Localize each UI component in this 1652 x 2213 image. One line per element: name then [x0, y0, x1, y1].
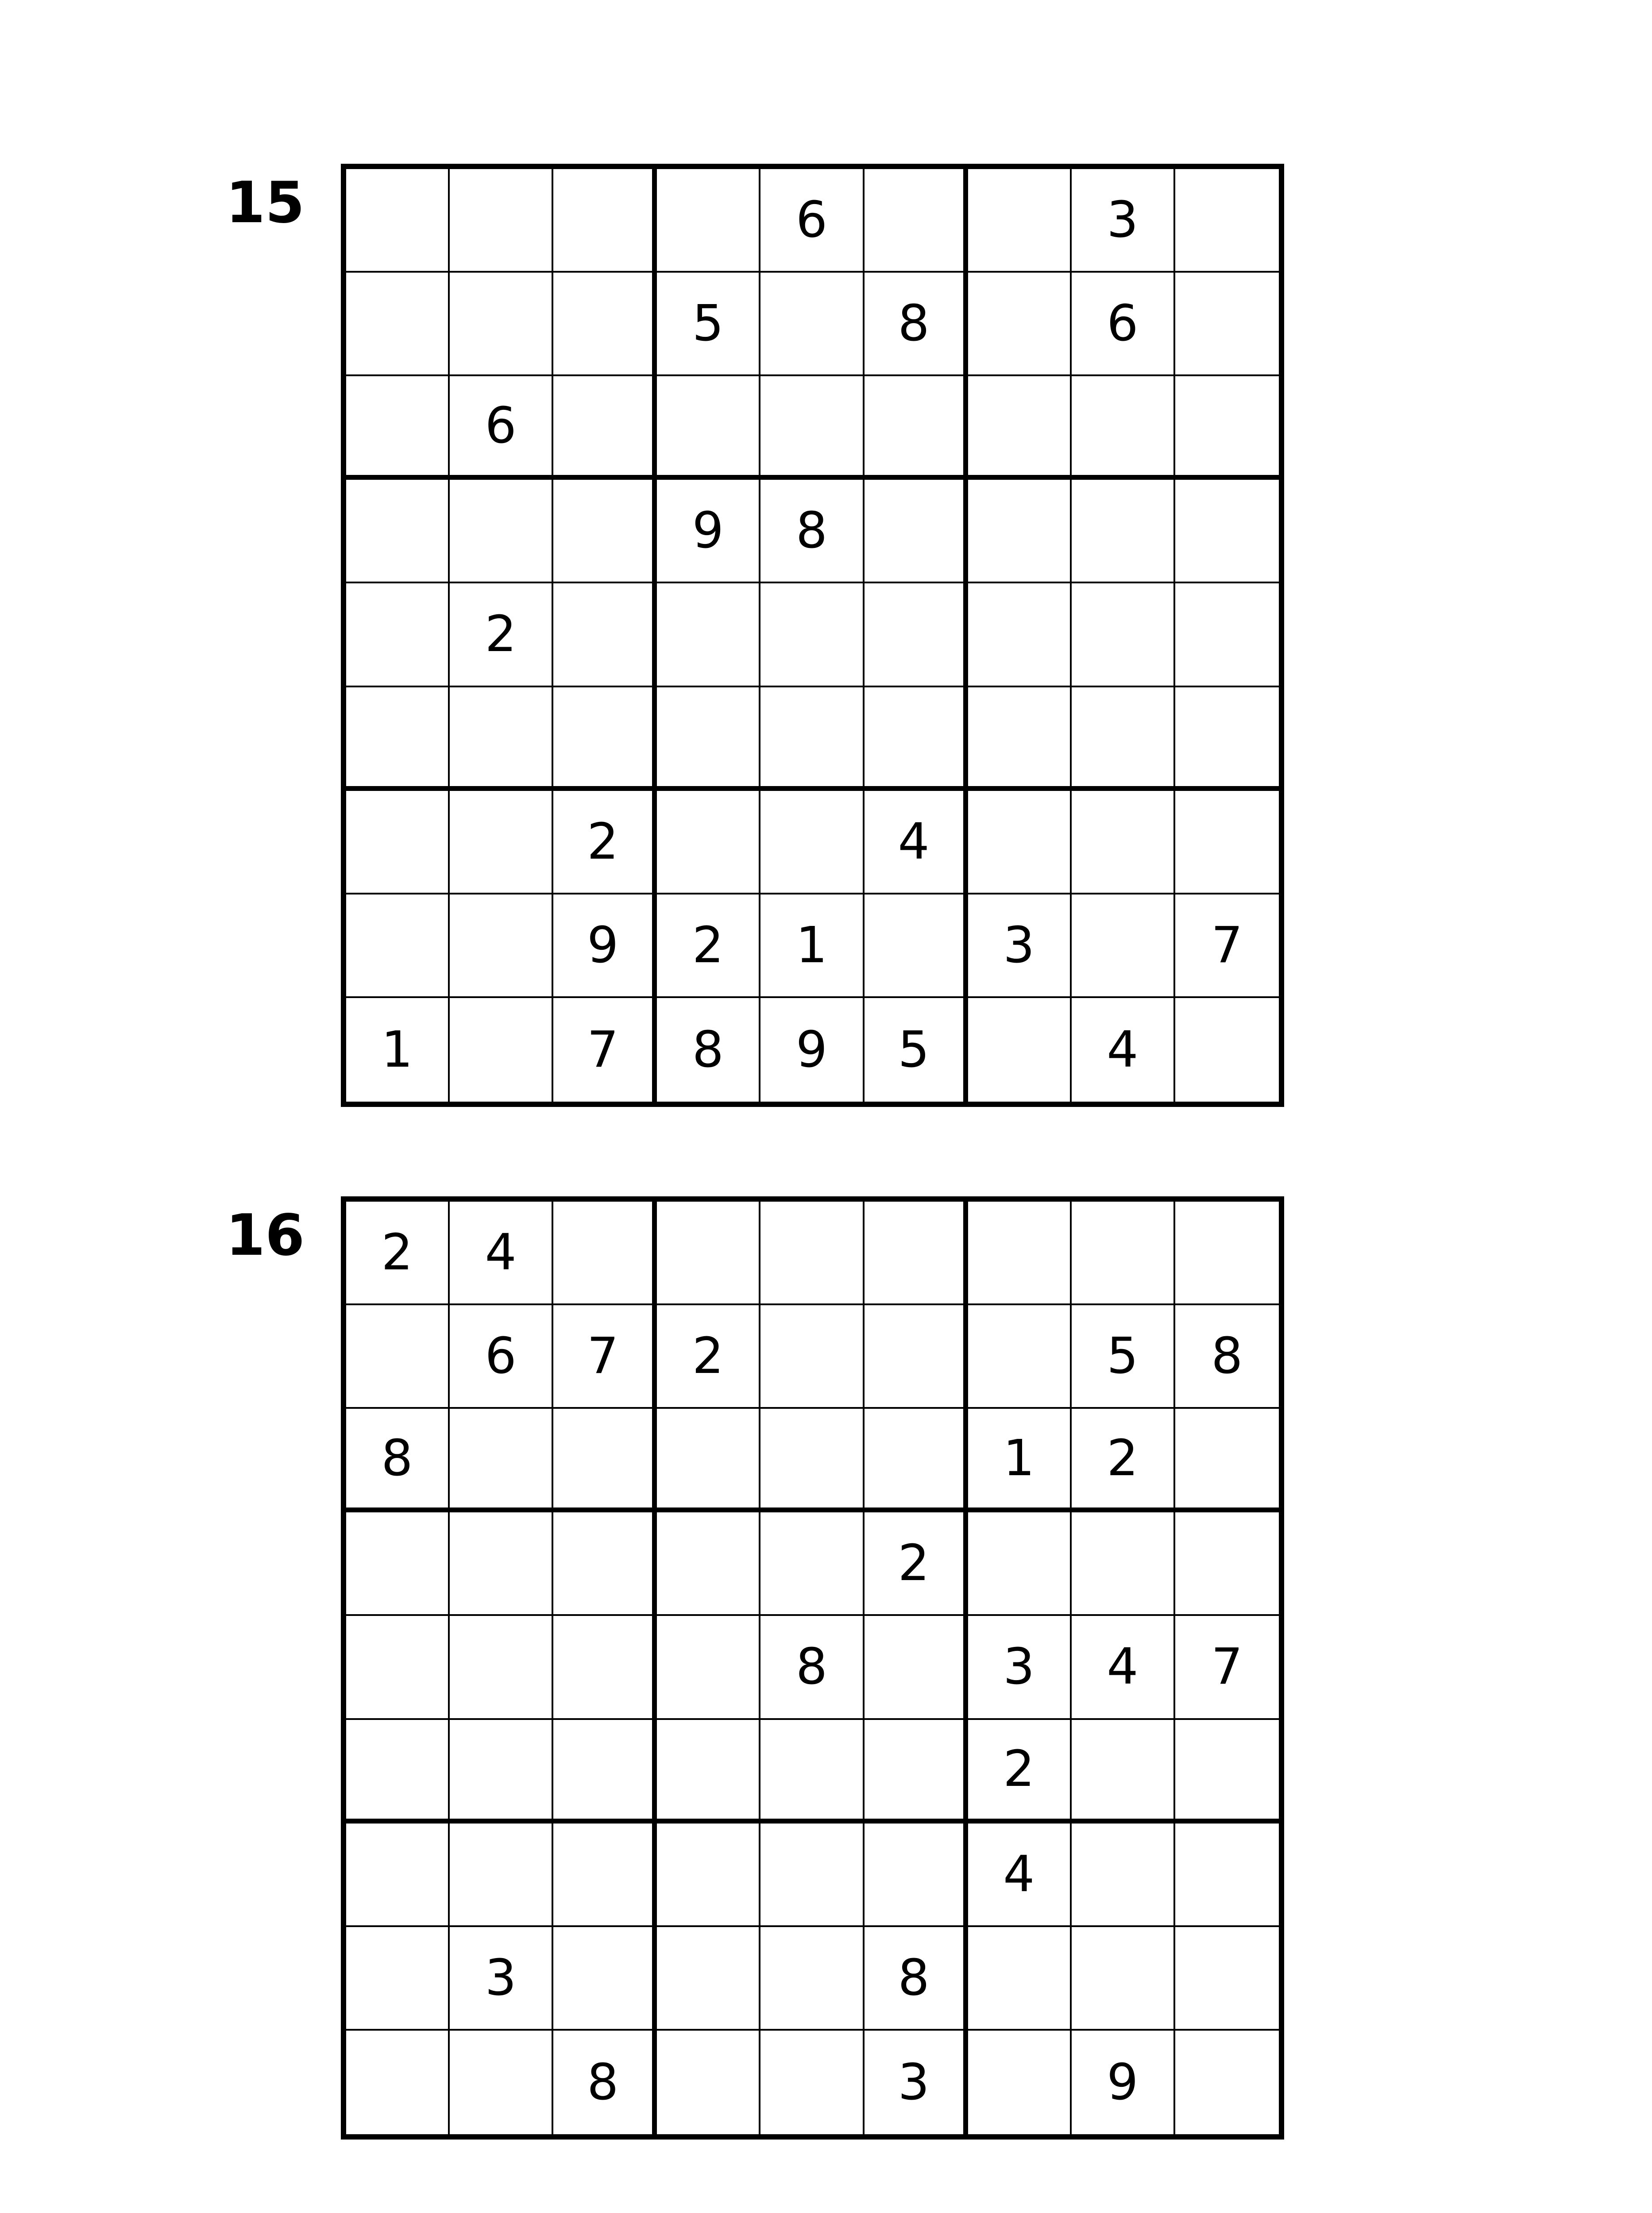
sudoku-cell[interactable]: 4 [450, 1202, 553, 1305]
sudoku-cell[interactable] [865, 376, 968, 480]
sudoku-cell[interactable] [657, 1409, 760, 1512]
sudoku-cell[interactable] [346, 1512, 450, 1616]
sudoku-cell[interactable] [346, 273, 450, 376]
sudoku-cell[interactable] [450, 1720, 553, 1824]
sudoku-cell[interactable]: 7 [553, 1305, 657, 1409]
sudoku-cell[interactable] [346, 1616, 450, 1720]
sudoku-cell[interactable]: 2 [657, 1305, 760, 1409]
sudoku-cell[interactable] [865, 169, 968, 273]
sudoku-cell[interactable] [657, 1512, 760, 1616]
sudoku-cell[interactable]: 5 [657, 273, 760, 376]
sudoku-cell[interactable] [346, 791, 450, 894]
sudoku-cell[interactable] [1175, 2031, 1279, 2134]
puzzle-number: 15 [226, 170, 305, 236]
sudoku-cell[interactable]: 3 [1072, 169, 1175, 273]
sudoku-cell[interactable] [865, 1409, 968, 1512]
sudoku-cell[interactable] [1072, 687, 1175, 791]
sudoku-cell[interactable]: 3 [865, 2031, 968, 2134]
sudoku-cell[interactable] [1175, 1720, 1279, 1824]
sudoku-cell[interactable] [760, 1824, 864, 1927]
sudoku-cell[interactable] [760, 1305, 864, 1409]
sudoku-cell[interactable] [968, 1202, 1072, 1305]
sudoku-cell[interactable] [1072, 1202, 1175, 1305]
sudoku-cell[interactable] [450, 2031, 553, 2134]
sudoku-cell[interactable] [346, 1305, 450, 1409]
sudoku-cell[interactable]: 4 [1072, 1616, 1175, 1720]
sudoku-cell[interactable] [968, 1512, 1072, 1616]
sudoku-cell[interactable] [1175, 169, 1279, 273]
sudoku-cell[interactable]: 8 [865, 273, 968, 376]
sudoku-cell[interactable] [1072, 1927, 1175, 2031]
sudoku-cell[interactable] [760, 583, 864, 687]
sudoku-cell[interactable] [1175, 1202, 1279, 1305]
sudoku-cell[interactable] [657, 687, 760, 791]
sudoku-cell[interactable] [968, 791, 1072, 894]
sudoku-cell[interactable] [968, 583, 1072, 687]
sudoku-cell[interactable] [346, 2031, 450, 2134]
sudoku-cell[interactable] [760, 687, 864, 791]
sudoku-cell[interactable] [760, 376, 864, 480]
sudoku-cell[interactable] [450, 273, 553, 376]
sudoku-cell[interactable]: 6 [1072, 273, 1175, 376]
sudoku-cell[interactable] [346, 1927, 450, 2031]
sudoku-cell[interactable] [657, 169, 760, 273]
sudoku-cell[interactable] [1072, 1720, 1175, 1824]
sudoku-cell[interactable] [1072, 894, 1175, 998]
sudoku-cell[interactable] [553, 1616, 657, 1720]
sudoku-cell[interactable]: 1 [760, 894, 864, 998]
sudoku-cell[interactable]: 2 [1072, 1409, 1175, 1512]
sudoku-cell[interactable] [760, 1720, 864, 1824]
sudoku-cell[interactable]: 3 [968, 894, 1072, 998]
sudoku-cell[interactable] [760, 273, 864, 376]
sudoku-cell[interactable] [1175, 273, 1279, 376]
sudoku-cell[interactable] [968, 2031, 1072, 2134]
sudoku-cell[interactable] [968, 1927, 1072, 2031]
sudoku-cell[interactable]: 9 [657, 480, 760, 583]
sudoku-cell[interactable] [968, 687, 1072, 791]
sudoku-cell[interactable]: 7 [1175, 894, 1279, 998]
puzzle-15 [0, 0, 1652, 1079]
sudoku-cell[interactable]: 5 [1072, 1305, 1175, 1409]
sudoku-cell[interactable] [450, 894, 553, 998]
sudoku-cell[interactable] [450, 169, 553, 273]
sudoku-cell[interactable]: 8 [760, 480, 864, 583]
sudoku-cell[interactable] [450, 480, 553, 583]
sudoku-cell[interactable]: 1 [968, 1409, 1072, 1512]
sudoku-cell[interactable]: 5 [865, 998, 968, 1102]
sudoku-cell[interactable] [657, 376, 760, 480]
sudoku-cell[interactable] [1072, 376, 1175, 480]
sudoku-cell[interactable] [450, 687, 553, 791]
sudoku-cell[interactable] [968, 273, 1072, 376]
sudoku-cell[interactable] [1175, 1512, 1279, 1616]
sudoku-cell[interactable] [553, 376, 657, 480]
sudoku-cell[interactable] [865, 1616, 968, 1720]
sudoku-cell[interactable] [553, 1824, 657, 1927]
sudoku-cell[interactable] [346, 583, 450, 687]
sudoku-cell[interactable] [346, 480, 450, 583]
sudoku-cell[interactable] [760, 1202, 864, 1305]
sudoku-cell[interactable]: 4 [865, 791, 968, 894]
sudoku-cell[interactable] [657, 1927, 760, 2031]
sudoku-cell[interactable]: 8 [657, 998, 760, 1102]
sudoku-cell[interactable] [1072, 791, 1175, 894]
sudoku-cell[interactable] [968, 376, 1072, 480]
sudoku-cell[interactable] [865, 687, 968, 791]
sudoku-cell[interactable] [346, 169, 450, 273]
sudoku-cell[interactable] [1175, 583, 1279, 687]
sudoku-cell[interactable]: 2 [346, 1202, 450, 1305]
sudoku-cell[interactable]: 8 [760, 1616, 864, 1720]
sudoku-cell[interactable] [346, 894, 450, 998]
sudoku-cell[interactable]: 9 [760, 998, 864, 1102]
sudoku-cell[interactable] [1072, 480, 1175, 583]
sudoku-cell[interactable]: 9 [1072, 2031, 1175, 2134]
sudoku-cell[interactable]: 8 [553, 2031, 657, 2134]
sudoku-board [341, 164, 1284, 1107]
sudoku-cell[interactable] [760, 1512, 864, 1616]
sudoku-cell[interactable]: 1 [346, 998, 450, 1102]
sudoku-cell[interactable] [1175, 791, 1279, 894]
sudoku-cell[interactable]: 7 [1175, 1616, 1279, 1720]
sudoku-cell[interactable] [450, 1512, 553, 1616]
sudoku-cell[interactable] [657, 1720, 760, 1824]
sudoku-cell[interactable] [346, 687, 450, 791]
sudoku-cell[interactable]: 4 [968, 1824, 1072, 1927]
sudoku-cell[interactable] [450, 1616, 553, 1720]
sudoku-cell[interactable]: 8 [865, 1927, 968, 2031]
sudoku-cell[interactable] [1175, 480, 1279, 583]
sudoku-cell[interactable] [657, 1616, 760, 1720]
sudoku-board [341, 1196, 1284, 2140]
sudoku-cell[interactable] [968, 480, 1072, 583]
sudoku-cell[interactable] [553, 1202, 657, 1305]
sudoku-cell[interactable]: 2 [657, 894, 760, 998]
puzzle-number: 16 [226, 1203, 305, 1268]
sudoku-cell[interactable] [1072, 583, 1175, 687]
sudoku-cell[interactable]: 2 [553, 791, 657, 894]
sudoku-cell[interactable] [553, 583, 657, 687]
sudoku-cell[interactable] [657, 583, 760, 687]
sudoku-cell[interactable] [1175, 1824, 1279, 1927]
sudoku-cell[interactable] [865, 1202, 968, 1305]
sudoku-cell[interactable] [1175, 1927, 1279, 2031]
sudoku-cell[interactable] [553, 1927, 657, 2031]
sudoku-cell[interactable] [657, 1202, 760, 1305]
sudoku-cell[interactable]: 7 [553, 998, 657, 1102]
sudoku-cell[interactable] [450, 1824, 553, 1927]
sudoku-cell[interactable]: 9 [553, 894, 657, 998]
sudoku-cell[interactable] [553, 1720, 657, 1824]
sudoku-cell[interactable]: 8 [1175, 1305, 1279, 1409]
sudoku-cell[interactable] [553, 1512, 657, 1616]
sudoku-cell[interactable] [865, 1720, 968, 1824]
sudoku-cell[interactable] [865, 894, 968, 998]
sudoku-cell[interactable] [968, 169, 1072, 273]
sudoku-cell[interactable] [865, 1824, 968, 1927]
sudoku-cell[interactable] [760, 791, 864, 894]
sudoku-cell[interactable] [1175, 687, 1279, 791]
sudoku-cell[interactable]: 2 [450, 583, 553, 687]
sudoku-cell[interactable] [553, 480, 657, 583]
sudoku-cell[interactable] [1072, 1824, 1175, 1927]
sudoku-cell[interactable] [760, 1927, 864, 2031]
sudoku-cell[interactable] [1175, 1409, 1279, 1512]
sudoku-cell[interactable]: 6 [450, 376, 553, 480]
sudoku-cell[interactable] [553, 1409, 657, 1512]
sudoku-cell[interactable]: 3 [450, 1927, 553, 2031]
sudoku-cell[interactable]: 4 [1072, 998, 1175, 1102]
sudoku-cell[interactable] [1072, 1512, 1175, 1616]
sudoku-cell[interactable] [346, 1720, 450, 1824]
sudoku-cell[interactable] [553, 169, 657, 273]
sudoku-cell[interactable] [657, 2031, 760, 2134]
sudoku-cell[interactable]: 2 [968, 1720, 1072, 1824]
sudoku-cell[interactable] [968, 1305, 1072, 1409]
sudoku-cell[interactable] [1175, 376, 1279, 480]
sudoku-cell[interactable] [760, 2031, 864, 2134]
puzzle-16 [0, 1033, 1652, 2111]
sudoku-cell[interactable] [346, 1824, 450, 1927]
sudoku-cell[interactable]: 8 [346, 1409, 450, 1512]
sudoku-cell[interactable] [865, 583, 968, 687]
sudoku-cell[interactable] [346, 376, 450, 480]
sudoku-cell[interactable]: 2 [865, 1512, 968, 1616]
sudoku-cell[interactable] [760, 1409, 864, 1512]
sudoku-cell[interactable] [865, 1305, 968, 1409]
sudoku-cell[interactable] [450, 791, 553, 894]
sudoku-cell[interactable] [450, 1409, 553, 1512]
sudoku-cell[interactable]: 3 [968, 1616, 1072, 1720]
sudoku-cell[interactable] [657, 1824, 760, 1927]
sudoku-cell[interactable] [553, 687, 657, 791]
sudoku-cell[interactable]: 6 [760, 169, 864, 273]
sudoku-cell[interactable] [553, 273, 657, 376]
sudoku-cell[interactable] [657, 791, 760, 894]
sudoku-cell[interactable]: 6 [450, 1305, 553, 1409]
sudoku-cell[interactable] [865, 480, 968, 583]
